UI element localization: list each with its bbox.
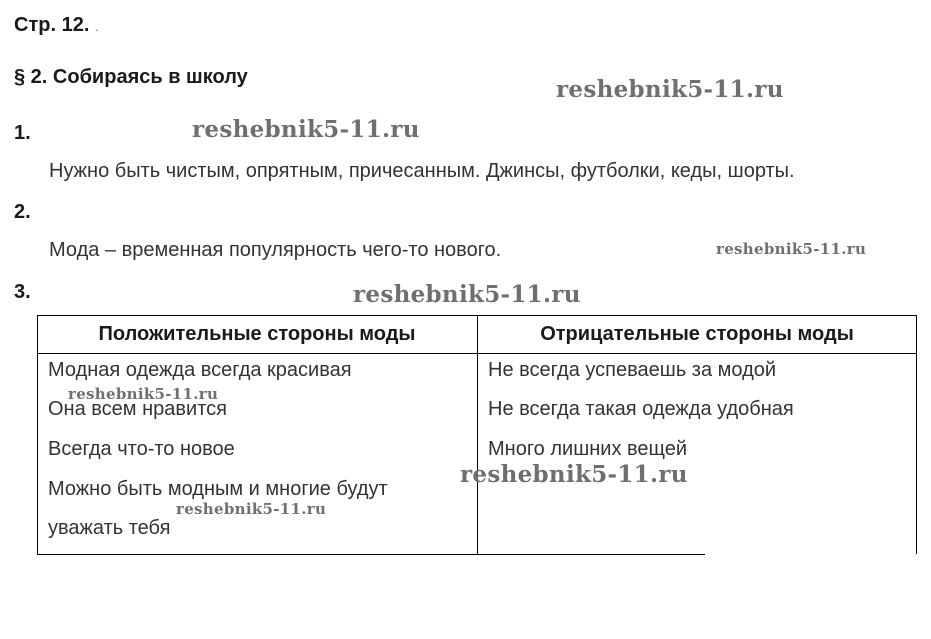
question-3-number: 3.: [14, 281, 31, 303]
table-border-bottom: [37, 554, 705, 555]
positive-item-1: Модная одежда всегда красивая: [48, 359, 352, 381]
watermark: reshebnik5-11.ru: [176, 500, 327, 518]
section-title: § 2. Собираясь в школу: [14, 66, 248, 88]
question-2-number: 2.: [14, 201, 31, 223]
table-header-positive: Положительные стороны моды: [98, 323, 416, 345]
page-number: [14, 14, 99, 37]
positive-item-4-line-2: уважать тебя: [48, 517, 171, 539]
page-number-text: Стр. 12.: [14, 14, 90, 36]
question-1-answer: Нужно быть чистым, опрятным, причесанным. Джинсы, футболки, кеды, шорты.: [49, 160, 795, 182]
positive-item-3: Всегда что-то новое: [48, 438, 235, 460]
watermark: reshebnik5-11.ru: [192, 116, 420, 143]
page-number-dot: .: [95, 20, 99, 34]
positive-item-2: Она всем нравится: [48, 398, 227, 420]
negative-item-2: Не всегда такая одежда удобная: [488, 398, 794, 420]
watermark: reshebnik5-11.ru: [460, 461, 688, 488]
negative-item-3: Много лишних вещей: [488, 438, 688, 460]
fashion-pros-cons-table: [37, 315, 917, 555]
question-1-number: 1.: [14, 122, 31, 144]
table-header-divider: [37, 353, 917, 354]
table-border-left: [37, 315, 38, 555]
table-column-divider: [477, 315, 478, 555]
negative-item-1: Не всегда успеваешь за модой: [488, 359, 777, 381]
positive-item-4-line-1: Можно быть модным и многие будут: [48, 478, 388, 500]
table-border-right: [916, 315, 917, 554]
question-2-answer: Мода – временная популярность чего-то нового.: [49, 239, 502, 261]
watermark: reshebnik5-11.ru: [716, 240, 867, 258]
watermark: reshebnik5-11.ru: [556, 76, 784, 103]
table-header-negative: Отрицательные стороны моды: [540, 323, 854, 345]
watermark: reshebnik5-11.ru: [68, 385, 219, 403]
watermark: reshebnik5-11.ru: [353, 281, 581, 308]
